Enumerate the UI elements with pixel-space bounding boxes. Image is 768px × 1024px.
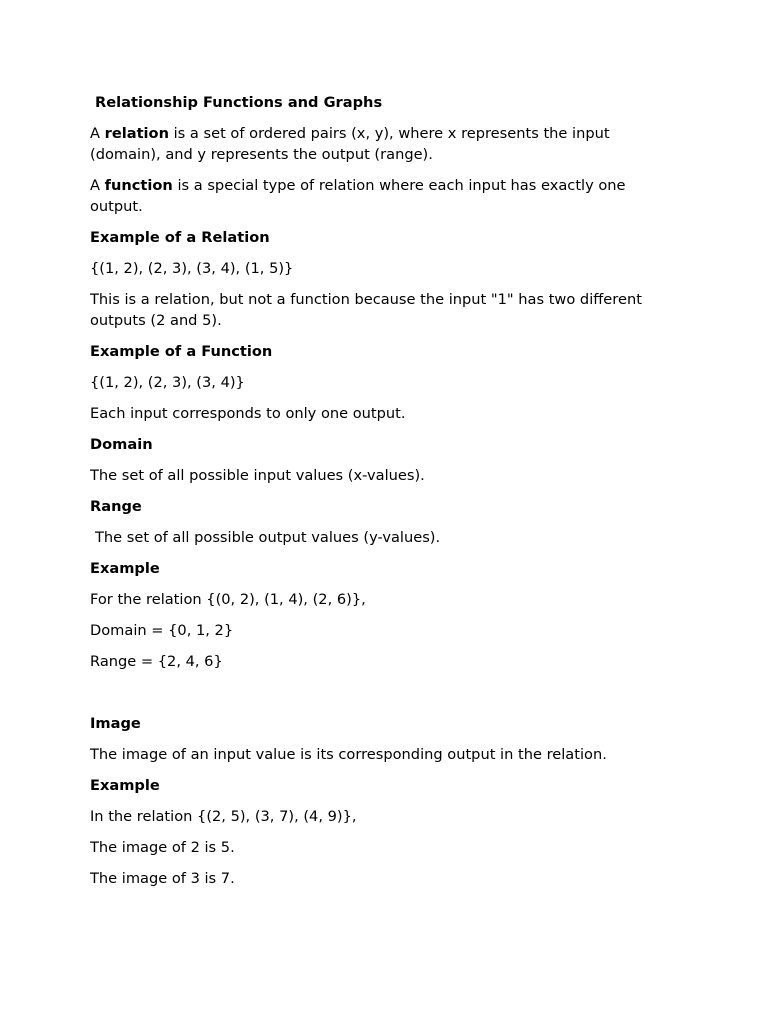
function-definition — [90, 175, 668, 217]
relation-example-set: {(1, 2), (2, 3), (3, 4), (1, 5)} — [90, 260, 294, 277]
range-text: The set of all possible output values (y-values). — [95, 529, 441, 546]
relation-def-post: is a set of ordered pairs (x, y), where x represents the input (domain), and y represents the output (range). — [90, 125, 610, 163]
image-example-line1: In the relation {(2, 5), (3, 7), (4, 9)}, — [90, 808, 357, 825]
range-heading: Range — [90, 498, 142, 515]
function-term: function — [104, 177, 173, 194]
image-text: The image of an input value is its corresponding output in the relation. — [90, 746, 607, 763]
document-title: Relationship Functions and Graphs — [95, 94, 383, 111]
relation-example-heading: Example of a Relation — [90, 229, 270, 246]
relation-def-pre: A — [90, 125, 105, 142]
relation-term: relation — [104, 125, 169, 142]
domain-range-example-line3: Range = {2, 4, 6} — [90, 653, 223, 670]
image-heading: Image — [90, 715, 141, 732]
domain-range-example-line1: For the relation {(0, 2), (1, 4), (2, 6)}, — [90, 591, 366, 608]
function-example-note: Each input corresponds to only one output. — [90, 405, 406, 422]
function-example-set: {(1, 2), (2, 3), (3, 4)} — [90, 374, 245, 391]
blank-line — [90, 682, 668, 713]
relation-example-note: This is a relation, but not a function because the input "1" has two different outputs (2 and 5). — [90, 291, 642, 329]
image-example-line2: The image of 2 is 5. — [90, 839, 235, 856]
domain-range-example-line2: Domain = {0, 1, 2} — [90, 622, 234, 639]
relation-definition — [90, 123, 668, 165]
domain-heading: Domain — [90, 436, 153, 453]
function-example-heading: Example of a Function — [90, 343, 273, 360]
domain-range-example-heading: Example — [90, 560, 160, 577]
domain-text: The set of all possible input values (x-values). — [90, 467, 425, 484]
image-example-line3: The image of 3 is 7. — [90, 870, 235, 887]
function-def-pre: A — [90, 177, 105, 194]
function-def-post: is a special type of relation where each input has exactly one output. — [90, 177, 626, 215]
image-example-heading: Example — [90, 777, 160, 794]
